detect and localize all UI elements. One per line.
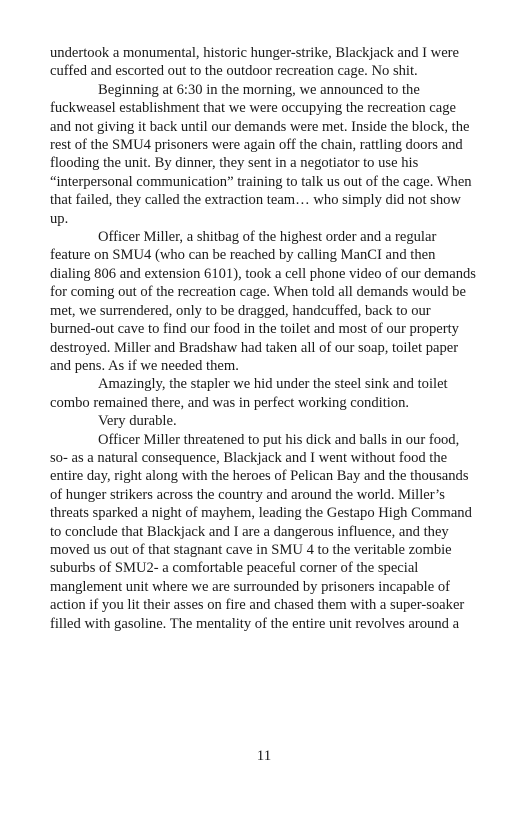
paragraph-5: Very durable. [98,413,177,430]
page-number: 11 [256,748,272,764]
paragraph-4: Amazingly, the stapler we hid under the steel sink and toilet combo remained there, and was in perfect working condition. [50,376,448,411]
paragraph-6: Officer Miller threatened to put his dick and balls in our food, so- as a natural consequence, Blackjack and I went without food the entire day, right along with the heroes of Pelican Bay and the thousands of hunger strikers across the country and around the world. Miller’s threats sparked a night of mayhem, leading the Gestapo High Command to conclude that Blackjack and I are a dangerous influence, and they moved us out of that stagnant cave in SMU 4 to the veritable zombie suburbs of SMU2- a comfortable peaceful corner of the special manglement unit where we are surrounded by prisoners incapable of action if you lit their asses on fire and chased them with a super-soaker filled with gasoline. The mentality of the entire unit revolves around a [50,431,472,632]
paragraph-1: undertook a monumental, historic hunger-strike, Blackjack and I were cuffed and escorted out to the outdoor recreation cage. No shit. [50,45,460,80]
paragraph-3: Officer Miller, a shitbag of the highest order and a regular feature on SMU4 (who can be reached by calling ManCI and then dialing 806 and extension 6101), took a cell phone video of our demands for coming out of the recreation cage. When told all demands would be met, we surrendered, only to be dragged, handcuffed, back to our burned-out cave to find our food in the toilet and most of our property destroyed. Miller and Bradshaw had taken all of our soap, toilet paper and pens. As if we needed them. [50,229,476,374]
paragraph-2: Beginning at 6:30 in the morning, we announced to the fuckweasel establishment that we were occupying the recreation cage and not giving it back until our demands were met. Inside the block, the rest of the SMU4 prisoners were again off the chain, rattling doors and flooding the unit. By dinner, they sent in a negotiator to use his “interpersonal communication” training to talk us out of the cage. When that failed, they called the extraction team… who simply did not show up. [50,81,472,227]
page-body [50,44,478,633]
